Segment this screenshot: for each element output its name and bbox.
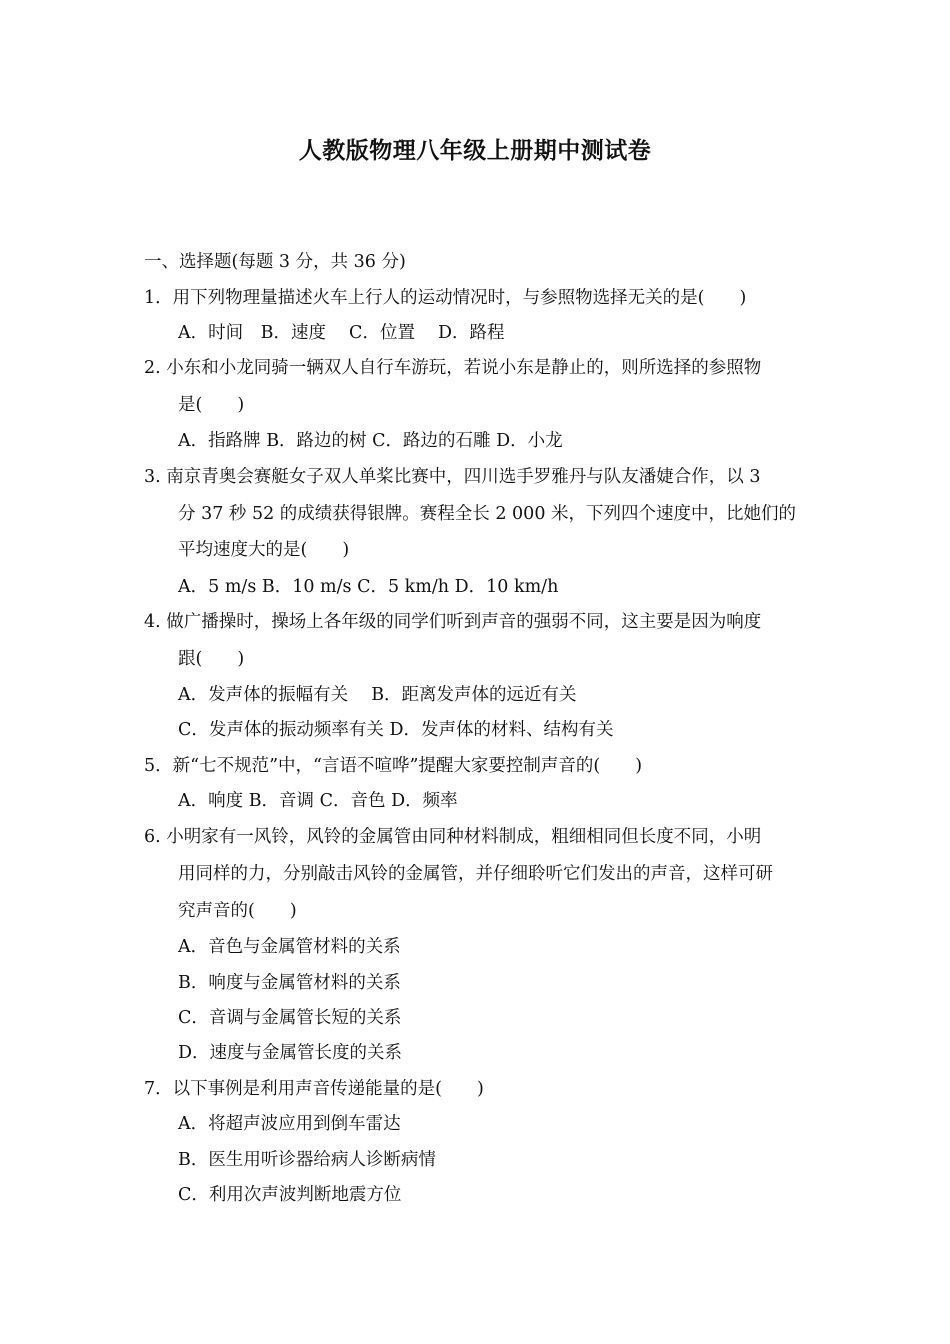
question-3-choices: A．5 m/s B．10 m/s C．5 km/h D．10 km/h bbox=[178, 577, 559, 597]
question-7-choice-c: C．利用次声波判断地震方位 bbox=[178, 1185, 402, 1205]
question-6-choice-b: B．响度与金属管材料的关系 bbox=[178, 973, 401, 993]
question-2-choices: A．指路牌 B．路边的树 C．路边的石雕 D．小龙 bbox=[178, 431, 563, 451]
question-4-choices: C．发声体的振动频率有关 D．发声体的材料、结构有关 bbox=[178, 720, 614, 740]
question-2: 2. 小东和小龙同骑一辆双人自行车游玩，若说小东是静止的，则所选择的参照物 bbox=[144, 358, 762, 378]
question-6-choice-a: A．音色与金属管材料的关系 bbox=[178, 937, 401, 957]
question-6: 6. 小明家有一风铃，风铃的金属管由同种材料制成，粗细相同但长度不同，小明 bbox=[144, 827, 762, 847]
question-6-choice-d: D．速度与金属管长度的关系 bbox=[178, 1043, 403, 1063]
question-1-choices: A．时间 B．速度 C．位置 D．路程 bbox=[178, 323, 505, 343]
question-7-choice-a: A．将超声波应用到倒车雷达 bbox=[178, 1114, 401, 1134]
question-3: 3. 南京青奥会赛艇女子双人单桨比赛中，四川选手罗雅丹与队友潘婕合作，以 3 bbox=[144, 467, 761, 487]
question-6-cont: 用同样的力，分别敲击风铃的金属管，并仔细聆听它们发出的声音，这样可研 bbox=[178, 864, 773, 884]
question-7-choice-b: B．医生用听诊器给病人诊断病情 bbox=[178, 1150, 436, 1170]
question-6-cont: 究声音的( ) bbox=[178, 901, 297, 921]
question-4: 4. 做广播操时，操场上各年级的同学们听到声音的强弱不同，这主要是因为响度 bbox=[144, 612, 762, 632]
question-3-cont: 分 37 秒 52 的成绩获得银牌。赛程全长 2 000 米，下列四个速度中，比她们的 bbox=[178, 504, 797, 524]
question-6-choice-c: C．音调与金属管长短的关系 bbox=[178, 1008, 402, 1028]
question-5-choices: A．响度 B．音调 C．音色 D．频率 bbox=[178, 791, 458, 811]
question-7: 7．以下事例是利用声音传递能量的是( ) bbox=[144, 1079, 484, 1099]
page-title: 人教版物理八年级上册期中测试卷 bbox=[298, 138, 652, 164]
question-4-choices: A．发声体的振幅有关 B．距离发声体的远近有关 bbox=[178, 685, 577, 705]
question-1: 1．用下列物理量描述火车上行人的运动情况时，与参照物选择无关的是( ) bbox=[144, 288, 747, 308]
question-5: 5．新“七不规范”中，“言语不喧哗”提醒大家要控制声音的( ) bbox=[144, 756, 643, 776]
question-4-cont: 跟( ) bbox=[178, 649, 245, 669]
section-heading: 一、选择题(每题 3 分，共 36 分) bbox=[144, 252, 406, 272]
question-3-cont: 平均速度大的是( ) bbox=[178, 540, 350, 560]
question-2-cont: 是( ) bbox=[178, 395, 245, 415]
